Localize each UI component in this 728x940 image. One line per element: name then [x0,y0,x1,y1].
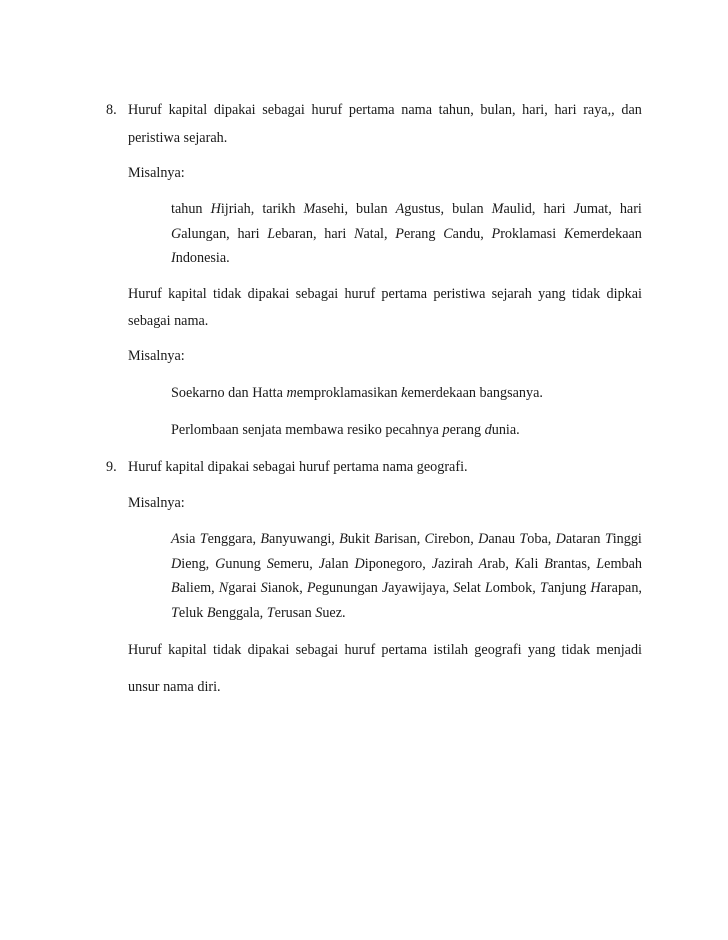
item-9-example-line-2 [171,554,642,574]
word: hari [554,102,577,118]
item-8-example-line-1 [171,199,642,219]
word: istilah [433,642,469,658]
word: hari [543,201,566,217]
word: Barisan, [374,531,421,547]
list-number-8: 8. [106,102,117,118]
word: Huruf [128,642,162,658]
word: Indonesia. [171,250,230,266]
word: tidak [213,286,242,302]
word: Tanjung [539,580,587,596]
word: pertama [381,642,428,658]
word: Dataran [555,531,601,547]
word: Huruf [128,286,162,302]
word: dan [621,102,642,118]
word: Candu, [443,226,484,242]
word: huruf [344,286,376,302]
item-8-example2-line-1 [171,383,543,403]
word: raya,, [583,102,615,118]
word: hari [324,226,347,242]
word: kapital [168,286,207,302]
word: pertama [348,102,395,118]
word: Perang [395,226,436,242]
item-8-lead-line-1 [128,100,642,120]
word: Danau [478,531,516,547]
item-9-example-line-4 [171,603,346,623]
word: Tenggara, [199,531,257,547]
word: huruf [344,642,376,658]
item-8-misalnya-2: Misalnya: [128,348,185,364]
word: Kali [514,556,539,572]
word: Ngarai [218,580,257,596]
word: Kemerdekaan [563,226,642,242]
word: Tinggi [604,531,642,547]
word: Galungan, [171,226,230,242]
word: Selat [453,580,481,596]
word: tidak [561,642,591,658]
word: tidak [213,642,242,658]
word: Sianok, [260,580,303,596]
word: bulan [356,201,388,217]
word: tidak [571,286,601,302]
word: Diponegoro, [354,556,426,572]
item-8-misalnya-1: Misalnya: [128,165,185,181]
item-8-lead-line-2: peristiwa sejarah. [128,130,228,146]
word: Toba, [519,531,552,547]
item-8-note-line-2: sebagai nama. [128,313,209,329]
word: bulan, [480,102,516,118]
word: Arab, [478,556,509,572]
word: Bukit [339,531,370,547]
word: kapital [168,642,207,658]
word: yang [538,286,566,302]
list-number-9: 9. [106,459,117,475]
item-8-example2-line-1-text: Soekarno dan Hatta memproklamasikan kemerdekaan bangsanya. [171,385,543,401]
item-8-example-line-3 [171,248,230,268]
word: nama [401,102,432,118]
item-9-example-line-3 [171,578,642,598]
word: Gunung [215,556,261,572]
word: Natal, [354,226,388,242]
word: Cirebon, [424,531,474,547]
word: Maulid, [491,201,536,217]
word: Lembah [596,556,642,572]
word: dipakai [213,102,256,118]
item-9-note-line-2: unsur nama diri. [128,679,221,695]
item-8-example2-line-2 [171,420,520,440]
word: Suez. [315,605,346,621]
word: Teluk [171,605,204,621]
word: menjadi [596,642,642,658]
word: Jazirah [431,556,473,572]
word: kapital [168,102,208,118]
word: Pegunungan [306,580,378,596]
word: tahun [171,201,203,217]
word: Dieng, [171,556,210,572]
word: sebagai [262,102,305,118]
word: pertama [381,286,428,302]
item-9-example-line-1 [171,529,642,549]
word: geografi [474,642,522,658]
word: hari [237,226,260,242]
word: Terusan [266,605,312,621]
word: yang [527,642,556,658]
word: peristiwa [433,286,486,302]
word: Asia [171,531,196,547]
word: huruf [311,102,343,118]
item-9-misalnya-1: Misalnya: [128,495,185,511]
word: Jayawijaya, [381,580,450,596]
item-9-lead-line-1: Huruf kapital dipakai sebagai huruf pertama nama geografi. [128,459,468,475]
word: Baliem, [171,580,215,596]
word: Lombok, [484,580,536,596]
item-8-note-line-1 [128,284,642,304]
word: Proklamasi [491,226,557,242]
word: sebagai [295,286,339,302]
word: Huruf [128,102,162,118]
word: tahun, [438,102,474,118]
word: Lebaran, [267,226,317,242]
word: sebagai [295,642,339,658]
word: Jalan [318,556,349,572]
item-9-note-line-1 [128,640,642,660]
word: hari, [522,102,548,118]
word: Jumat, [573,201,612,217]
word: Semeru, [266,556,313,572]
word: dipakai [247,286,290,302]
word: Harapan, [590,580,642,596]
word: Brantas, [544,556,591,572]
word: Benggala, [206,605,264,621]
word: bulan [452,201,484,217]
word: dipakai [247,642,290,658]
word: hari [619,201,642,217]
word: Banyuwangi, [260,531,335,547]
word: Hijriah, [210,201,255,217]
item-8-example-line-2 [171,224,642,244]
item-8-example2-line-2-text: Perlombaan senjata membawa resiko pecahnya perang dunia. [171,422,520,438]
word: tarikh [262,201,296,217]
word: dipkai [606,286,642,302]
word: Masehi, [303,201,348,217]
word: sejarah [491,286,532,302]
word: Agustus, [395,201,445,217]
